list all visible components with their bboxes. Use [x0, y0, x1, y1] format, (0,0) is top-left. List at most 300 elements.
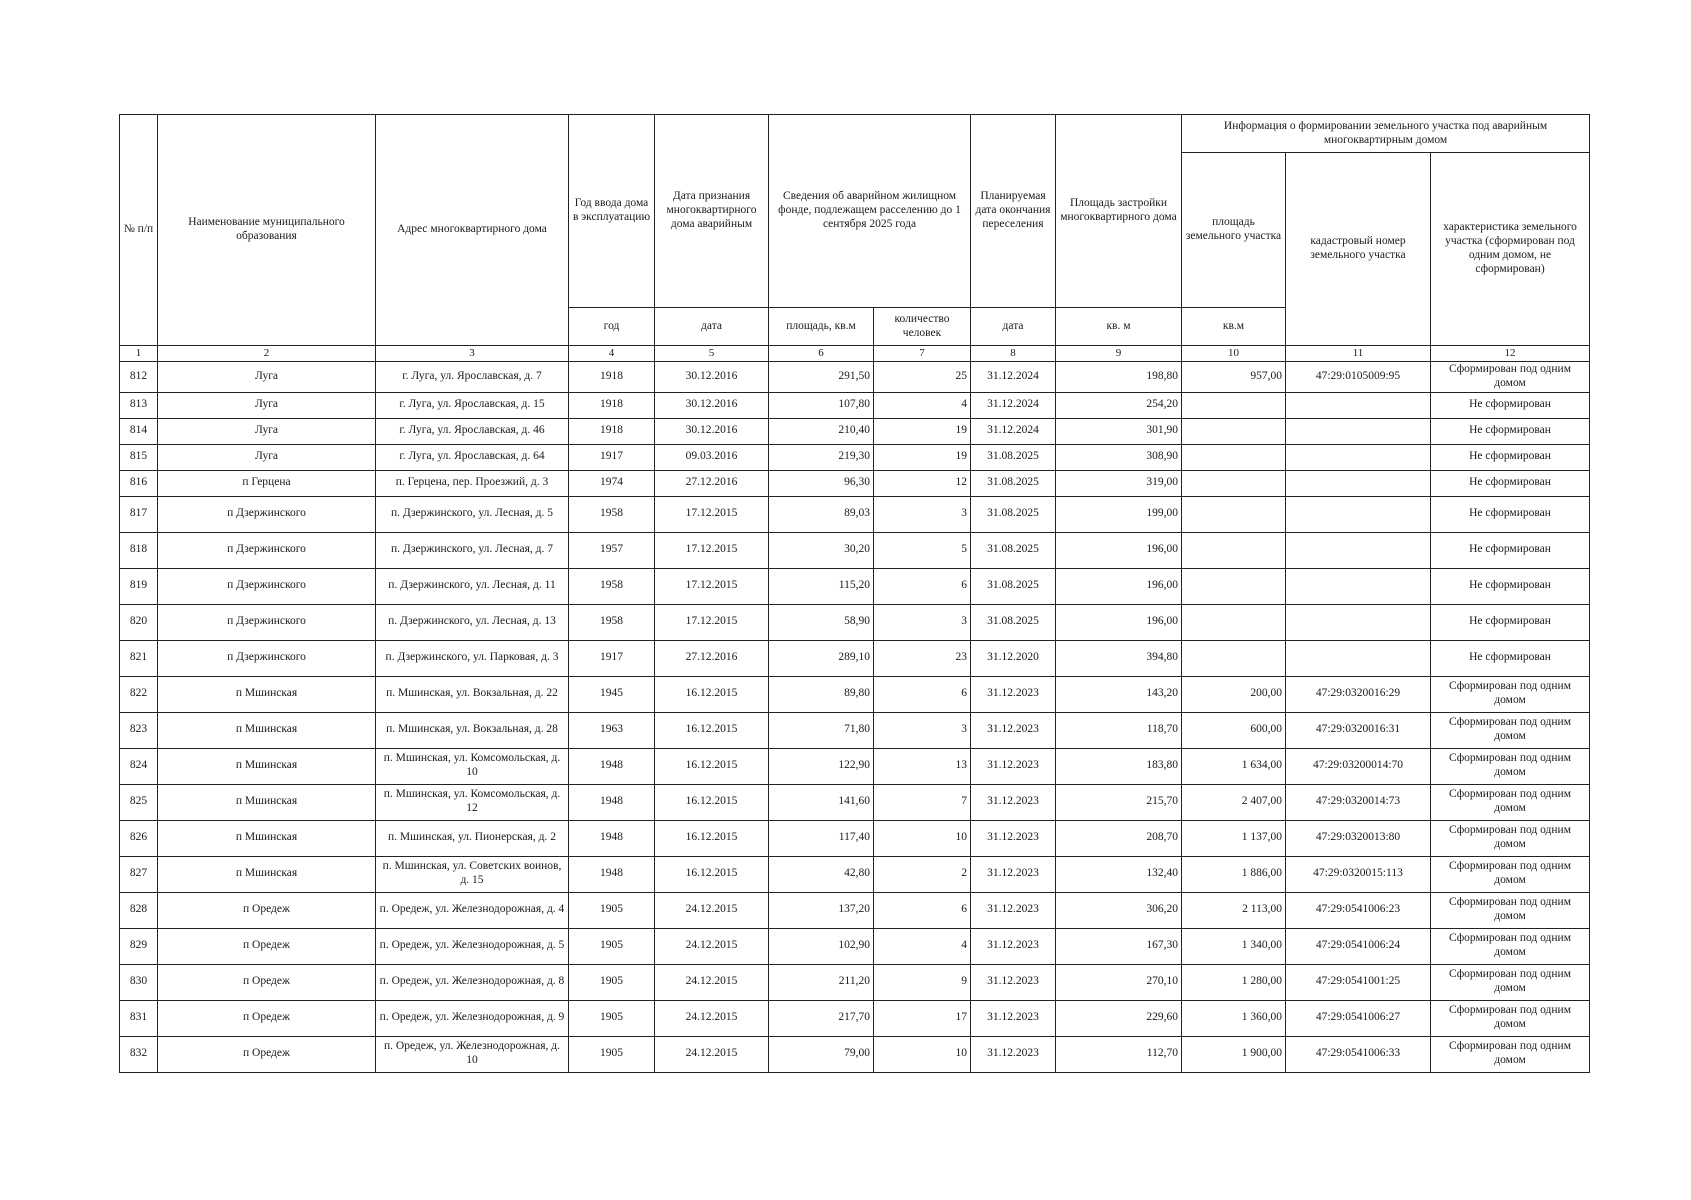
- address-cell: п. Мшинская, ул. Советских воинов, д. 15: [376, 856, 569, 892]
- municipality-cell: Луга: [158, 444, 376, 470]
- address-cell: п. Дзержинского, ул. Лесная, д. 7: [376, 532, 569, 568]
- municipality-cell: п Мшинская: [158, 856, 376, 892]
- cadastral-cell: [1286, 392, 1431, 418]
- municipality-cell: п Дзержинского: [158, 532, 376, 568]
- cadastral-cell: [1286, 496, 1431, 532]
- date-recognized-cell: 24.12.2015: [655, 1036, 769, 1072]
- unit-year: год: [569, 308, 655, 346]
- land-area-cell: 1 886,00: [1182, 856, 1286, 892]
- unit-kvm: кв. м: [1056, 308, 1182, 346]
- address-cell: п. Оредеж, ул. Железнодорожная, д. 10: [376, 1036, 569, 1072]
- year-cell: 1948: [569, 820, 655, 856]
- building-area-cell: 208,70: [1056, 820, 1182, 856]
- people-cell: 9: [874, 964, 971, 1000]
- area-cell: 291,50: [769, 362, 874, 393]
- address-cell: г. Луга, ул. Ярославская, д. 7: [376, 362, 569, 393]
- column-number-row: [120, 346, 1590, 362]
- building-area-cell: 199,00: [1056, 496, 1182, 532]
- building-area-cell: 254,20: [1056, 392, 1182, 418]
- people-cell: 25: [874, 362, 971, 393]
- row-number: 827: [120, 856, 158, 892]
- people-cell: 2: [874, 856, 971, 892]
- date-recognized-cell: 16.12.2015: [655, 820, 769, 856]
- municipality-cell: Луга: [158, 392, 376, 418]
- area-cell: 122,90: [769, 748, 874, 784]
- address-cell: п. Оредеж, ул. Железнодорожная, д. 5: [376, 928, 569, 964]
- area-cell: 141,60: [769, 784, 874, 820]
- table-row: [120, 820, 1590, 856]
- building-area-cell: 215,70: [1056, 784, 1182, 820]
- cadastral-cell: 47:29:0105009:95: [1286, 362, 1431, 393]
- area-cell: 102,90: [769, 928, 874, 964]
- building-area-cell: 308,90: [1056, 444, 1182, 470]
- column-number: 4: [569, 346, 655, 362]
- header-land-area: площадь земельного участка: [1182, 153, 1286, 308]
- building-area-cell: 183,80: [1056, 748, 1182, 784]
- address-cell: п. Мшинская, ул. Пионерская, д. 2: [376, 820, 569, 856]
- table-row: [120, 1000, 1590, 1036]
- municipality-cell: Луга: [158, 418, 376, 444]
- cadastral-cell: 47:29:0320015:113: [1286, 856, 1431, 892]
- emergency-housing-table: [119, 114, 1590, 1073]
- area-cell: 71,80: [769, 712, 874, 748]
- year-cell: 1917: [569, 640, 655, 676]
- land-status-cell: Сформирован под одним домом: [1431, 892, 1590, 928]
- land-area-cell: 1 634,00: [1182, 748, 1286, 784]
- land-status-cell: Не сформирован: [1431, 568, 1590, 604]
- building-area-cell: 394,80: [1056, 640, 1182, 676]
- planned-date-cell: 31.12.2023: [971, 820, 1056, 856]
- row-number: 822: [120, 676, 158, 712]
- people-cell: 10: [874, 1036, 971, 1072]
- planned-date-cell: 31.08.2025: [971, 444, 1056, 470]
- header-municipality: Наименование муниципального образования: [158, 115, 376, 346]
- column-number: 5: [655, 346, 769, 362]
- planned-date-cell: 31.08.2025: [971, 532, 1056, 568]
- area-cell: 96,30: [769, 470, 874, 496]
- cadastral-cell: 47:29:03200014:70: [1286, 748, 1431, 784]
- date-recognized-cell: 24.12.2015: [655, 964, 769, 1000]
- table-row: [120, 676, 1590, 712]
- land-area-cell: 1 900,00: [1182, 1036, 1286, 1072]
- year-cell: 1948: [569, 784, 655, 820]
- table-row: [120, 784, 1590, 820]
- municipality-cell: п Мшинская: [158, 712, 376, 748]
- planned-date-cell: 31.12.2024: [971, 362, 1056, 393]
- land-area-cell: 600,00: [1182, 712, 1286, 748]
- cadastral-cell: [1286, 604, 1431, 640]
- land-area-cell: [1182, 640, 1286, 676]
- land-area-cell: [1182, 568, 1286, 604]
- area-cell: 219,30: [769, 444, 874, 470]
- land-status-cell: Сформирован под одним домом: [1431, 964, 1590, 1000]
- year-cell: 1958: [569, 568, 655, 604]
- land-status-cell: Не сформирован: [1431, 418, 1590, 444]
- cadastral-cell: [1286, 444, 1431, 470]
- header-land-info: Информация о формировании земельного участка под аварийным многоквартирным домом: [1182, 115, 1590, 153]
- people-cell: 10: [874, 820, 971, 856]
- area-cell: 107,80: [769, 392, 874, 418]
- address-cell: г. Луга, ул. Ярославская, д. 46: [376, 418, 569, 444]
- unit-area: площадь, кв.м: [769, 308, 874, 346]
- cadastral-cell: [1286, 568, 1431, 604]
- planned-date-cell: 31.12.2023: [971, 892, 1056, 928]
- table-row: [120, 496, 1590, 532]
- area-cell: 289,10: [769, 640, 874, 676]
- area-cell: 42,80: [769, 856, 874, 892]
- row-number: 826: [120, 820, 158, 856]
- address-cell: г. Луга, ул. Ярославская, д. 15: [376, 392, 569, 418]
- land-status-cell: Сформирован под одним домом: [1431, 1036, 1590, 1072]
- date-recognized-cell: 17.12.2015: [655, 532, 769, 568]
- people-cell: 6: [874, 892, 971, 928]
- building-area-cell: 167,30: [1056, 928, 1182, 964]
- address-cell: п. Дзержинского, ул. Парковая, д. 3: [376, 640, 569, 676]
- land-area-cell: 2 113,00: [1182, 892, 1286, 928]
- people-cell: 7: [874, 784, 971, 820]
- people-cell: 17: [874, 1000, 971, 1036]
- people-cell: 5: [874, 532, 971, 568]
- address-cell: п. Мшинская, ул. Вокзальная, д. 28: [376, 712, 569, 748]
- planned-date-cell: 31.12.2023: [971, 748, 1056, 784]
- municipality-cell: п Оредеж: [158, 892, 376, 928]
- land-area-cell: 1 280,00: [1182, 964, 1286, 1000]
- table-row: [120, 748, 1590, 784]
- address-cell: п. Дзержинского, ул. Лесная, д. 11: [376, 568, 569, 604]
- date-recognized-cell: 27.12.2016: [655, 470, 769, 496]
- row-number: 820: [120, 604, 158, 640]
- municipality-cell: Луга: [158, 362, 376, 393]
- building-area-cell: 319,00: [1056, 470, 1182, 496]
- table-body: [120, 362, 1590, 1073]
- row-number: 817: [120, 496, 158, 532]
- area-cell: 137,20: [769, 892, 874, 928]
- date-recognized-cell: 17.12.2015: [655, 568, 769, 604]
- year-cell: 1918: [569, 418, 655, 444]
- planned-date-cell: 31.08.2025: [971, 470, 1056, 496]
- year-cell: 1918: [569, 392, 655, 418]
- municipality-cell: п Мшинская: [158, 676, 376, 712]
- row-number: 813: [120, 392, 158, 418]
- land-status-cell: Сформирован под одним домом: [1431, 748, 1590, 784]
- table-row: [120, 532, 1590, 568]
- year-cell: 1918: [569, 362, 655, 393]
- land-area-cell: 1 340,00: [1182, 928, 1286, 964]
- table-row: [120, 712, 1590, 748]
- municipality-cell: п Дзержинского: [158, 496, 376, 532]
- header-building-area: Площадь застройки многоквартирного дома: [1056, 115, 1182, 308]
- building-area-cell: 132,40: [1056, 856, 1182, 892]
- people-cell: 3: [874, 604, 971, 640]
- building-area-cell: 270,10: [1056, 964, 1182, 1000]
- row-number: 819: [120, 568, 158, 604]
- land-status-cell: Сформирован под одним домом: [1431, 676, 1590, 712]
- date-recognized-cell: 30.12.2016: [655, 392, 769, 418]
- date-recognized-cell: 24.12.2015: [655, 892, 769, 928]
- land-area-cell: [1182, 392, 1286, 418]
- year-cell: 1958: [569, 604, 655, 640]
- unit-kvm2: кв.м: [1182, 308, 1286, 346]
- area-cell: 210,40: [769, 418, 874, 444]
- cadastral-cell: 47:29:0541006:27: [1286, 1000, 1431, 1036]
- building-area-cell: 196,00: [1056, 604, 1182, 640]
- planned-date-cell: 31.12.2023: [971, 712, 1056, 748]
- people-cell: 19: [874, 418, 971, 444]
- land-status-cell: Не сформирован: [1431, 604, 1590, 640]
- header-planned-date: Планируемая дата окончания переселения: [971, 115, 1056, 308]
- planned-date-cell: 31.12.2024: [971, 418, 1056, 444]
- land-status-cell: Не сформирован: [1431, 392, 1590, 418]
- table-row: [120, 892, 1590, 928]
- cadastral-cell: [1286, 418, 1431, 444]
- area-cell: 117,40: [769, 820, 874, 856]
- year-cell: 1945: [569, 676, 655, 712]
- building-area-cell: 196,00: [1056, 568, 1182, 604]
- table-row: [120, 640, 1590, 676]
- land-area-cell: [1182, 604, 1286, 640]
- header-address: Адрес многоквартирного дома: [376, 115, 569, 346]
- land-area-cell: 1 137,00: [1182, 820, 1286, 856]
- column-number: 10: [1182, 346, 1286, 362]
- people-cell: 23: [874, 640, 971, 676]
- people-cell: 12: [874, 470, 971, 496]
- land-status-cell: Сформирован под одним домом: [1431, 928, 1590, 964]
- unit-date: дата: [655, 308, 769, 346]
- unit-date2: дата: [971, 308, 1056, 346]
- row-number: 832: [120, 1036, 158, 1072]
- table-row: [120, 470, 1590, 496]
- planned-date-cell: 31.12.2023: [971, 676, 1056, 712]
- table-row: [120, 568, 1590, 604]
- year-cell: 1905: [569, 1036, 655, 1072]
- table-row: [120, 1036, 1590, 1072]
- row-number: 824: [120, 748, 158, 784]
- building-area-cell: 196,00: [1056, 532, 1182, 568]
- address-cell: п. Мшинская, ул. Вокзальная, д. 22: [376, 676, 569, 712]
- column-number: 6: [769, 346, 874, 362]
- year-cell: 1905: [569, 928, 655, 964]
- people-cell: 3: [874, 496, 971, 532]
- building-area-cell: 198,80: [1056, 362, 1182, 393]
- address-cell: п. Герцена, пер. Проезжий, д. 3: [376, 470, 569, 496]
- row-number: 830: [120, 964, 158, 1000]
- people-cell: 4: [874, 392, 971, 418]
- land-status-cell: Не сформирован: [1431, 640, 1590, 676]
- date-recognized-cell: 30.12.2016: [655, 362, 769, 393]
- row-number: 825: [120, 784, 158, 820]
- cadastral-cell: [1286, 532, 1431, 568]
- municipality-cell: п Дзержинского: [158, 568, 376, 604]
- municipality-cell: п Герцена: [158, 470, 376, 496]
- planned-date-cell: 31.12.2023: [971, 784, 1056, 820]
- row-number: 816: [120, 470, 158, 496]
- municipality-cell: п Мшинская: [158, 820, 376, 856]
- planned-date-cell: 31.12.2023: [971, 928, 1056, 964]
- date-recognized-cell: 24.12.2015: [655, 1000, 769, 1036]
- building-area-cell: 118,70: [1056, 712, 1182, 748]
- table-row: [120, 964, 1590, 1000]
- date-recognized-cell: 17.12.2015: [655, 496, 769, 532]
- cadastral-cell: [1286, 640, 1431, 676]
- table-row: [120, 856, 1590, 892]
- row-number: 821: [120, 640, 158, 676]
- date-recognized-cell: 30.12.2016: [655, 418, 769, 444]
- table-row: [120, 928, 1590, 964]
- cadastral-cell: 47:29:0541006:33: [1286, 1036, 1431, 1072]
- people-cell: 19: [874, 444, 971, 470]
- header-num: № п/п: [120, 115, 158, 346]
- building-area-cell: 306,20: [1056, 892, 1182, 928]
- date-recognized-cell: 16.12.2015: [655, 748, 769, 784]
- address-cell: п. Мшинская, ул. Комсомольская, д. 12: [376, 784, 569, 820]
- header-year-built: Год ввода дома в эксплуатацию: [569, 115, 655, 308]
- area-cell: 89,03: [769, 496, 874, 532]
- area-cell: 211,20: [769, 964, 874, 1000]
- land-status-cell: Сформирован под одним домом: [1431, 712, 1590, 748]
- header-cadastral: кадастровый номер земельного участка: [1286, 153, 1431, 346]
- date-recognized-cell: 16.12.2015: [655, 712, 769, 748]
- row-number: 814: [120, 418, 158, 444]
- area-cell: 30,20: [769, 532, 874, 568]
- year-cell: 1958: [569, 496, 655, 532]
- land-status-cell: Не сформирован: [1431, 444, 1590, 470]
- column-number: 3: [376, 346, 569, 362]
- land-area-cell: 200,00: [1182, 676, 1286, 712]
- table-row: [120, 444, 1590, 470]
- land-area-cell: [1182, 444, 1286, 470]
- year-cell: 1905: [569, 1000, 655, 1036]
- date-recognized-cell: 16.12.2015: [655, 784, 769, 820]
- cadastral-cell: 47:29:0320016:31: [1286, 712, 1431, 748]
- people-cell: 6: [874, 568, 971, 604]
- area-cell: 79,00: [769, 1036, 874, 1072]
- column-number: 9: [1056, 346, 1182, 362]
- year-cell: 1963: [569, 712, 655, 748]
- column-number: 11: [1286, 346, 1431, 362]
- planned-date-cell: 31.12.2023: [971, 1036, 1056, 1072]
- cadastral-cell: 47:29:0541006:24: [1286, 928, 1431, 964]
- address-cell: п. Оредеж, ул. Железнодорожная, д. 9: [376, 1000, 569, 1036]
- land-status-cell: Не сформирован: [1431, 470, 1590, 496]
- land-area-cell: 957,00: [1182, 362, 1286, 393]
- table-row: [120, 392, 1590, 418]
- table-row: [120, 418, 1590, 444]
- municipality-cell: п Оредеж: [158, 964, 376, 1000]
- people-cell: 6: [874, 676, 971, 712]
- municipality-cell: п Дзержинского: [158, 604, 376, 640]
- planned-date-cell: 31.08.2025: [971, 568, 1056, 604]
- area-cell: 89,80: [769, 676, 874, 712]
- land-status-cell: Сформирован под одним домом: [1431, 362, 1590, 393]
- date-recognized-cell: 09.03.2016: [655, 444, 769, 470]
- column-number: 8: [971, 346, 1056, 362]
- building-area-cell: 229,60: [1056, 1000, 1182, 1036]
- building-area-cell: 143,20: [1056, 676, 1182, 712]
- land-area-cell: [1182, 532, 1286, 568]
- municipality-cell: п Оредеж: [158, 1000, 376, 1036]
- header-date-recognized: Дата признания многоквартирного дома аварийным: [655, 115, 769, 308]
- year-cell: 1974: [569, 470, 655, 496]
- year-cell: 1948: [569, 856, 655, 892]
- area-cell: 58,90: [769, 604, 874, 640]
- cadastral-cell: 47:29:0541006:23: [1286, 892, 1431, 928]
- date-recognized-cell: 16.12.2015: [655, 856, 769, 892]
- year-cell: 1905: [569, 964, 655, 1000]
- land-status-cell: Не сформирован: [1431, 532, 1590, 568]
- planned-date-cell: 31.12.2023: [971, 1000, 1056, 1036]
- table-row: [120, 362, 1590, 393]
- year-cell: 1957: [569, 532, 655, 568]
- building-area-cell: 112,70: [1056, 1036, 1182, 1072]
- area-cell: 115,20: [769, 568, 874, 604]
- cadastral-cell: 47:29:0541001:25: [1286, 964, 1431, 1000]
- date-recognized-cell: 24.12.2015: [655, 928, 769, 964]
- cadastral-cell: [1286, 470, 1431, 496]
- land-status-cell: Не сформирован: [1431, 496, 1590, 532]
- land-area-cell: [1182, 418, 1286, 444]
- column-number: 2: [158, 346, 376, 362]
- cadastral-cell: 47:29:0320013:80: [1286, 820, 1431, 856]
- column-number: 7: [874, 346, 971, 362]
- row-number: 831: [120, 1000, 158, 1036]
- building-area-cell: 301,90: [1056, 418, 1182, 444]
- land-area-cell: 1 360,00: [1182, 1000, 1286, 1036]
- planned-date-cell: 31.12.2020: [971, 640, 1056, 676]
- address-cell: п. Дзержинского, ул. Лесная, д. 13: [376, 604, 569, 640]
- land-area-cell: [1182, 496, 1286, 532]
- row-number: 815: [120, 444, 158, 470]
- address-cell: п. Дзержинского, ул. Лесная, д. 5: [376, 496, 569, 532]
- address-cell: г. Луга, ул. Ярославская, д. 64: [376, 444, 569, 470]
- people-cell: 13: [874, 748, 971, 784]
- people-cell: 3: [874, 712, 971, 748]
- area-cell: 217,70: [769, 1000, 874, 1036]
- people-cell: 4: [874, 928, 971, 964]
- land-area-cell: [1182, 470, 1286, 496]
- year-cell: 1948: [569, 748, 655, 784]
- land-status-cell: Сформирован под одним домом: [1431, 1000, 1590, 1036]
- municipality-cell: п Мшинская: [158, 748, 376, 784]
- row-number: 818: [120, 532, 158, 568]
- land-area-cell: 2 407,00: [1182, 784, 1286, 820]
- planned-date-cell: 31.12.2024: [971, 392, 1056, 418]
- cadastral-cell: 47:29:0320016:29: [1286, 676, 1431, 712]
- planned-date-cell: 31.12.2023: [971, 856, 1056, 892]
- header-emergency-info: Сведения об аварийном жилищном фонде, подлежащем расселению до 1 сентября 2025 года: [769, 115, 971, 308]
- date-recognized-cell: 17.12.2015: [655, 604, 769, 640]
- column-number: 1: [120, 346, 158, 362]
- land-status-cell: Сформирован под одним домом: [1431, 820, 1590, 856]
- municipality-cell: п Оредеж: [158, 928, 376, 964]
- row-number: 812: [120, 362, 158, 393]
- planned-date-cell: 31.12.2023: [971, 964, 1056, 1000]
- year-cell: 1917: [569, 444, 655, 470]
- row-number: 823: [120, 712, 158, 748]
- cadastral-cell: 47:29:0320014:73: [1286, 784, 1431, 820]
- planned-date-cell: 31.08.2025: [971, 496, 1056, 532]
- row-number: 829: [120, 928, 158, 964]
- address-cell: п. Оредеж, ул. Железнодорожная, д. 8: [376, 964, 569, 1000]
- date-recognized-cell: 27.12.2016: [655, 640, 769, 676]
- municipality-cell: п Оредеж: [158, 1036, 376, 1072]
- municipality-cell: п Мшинская: [158, 784, 376, 820]
- row-number: 828: [120, 892, 158, 928]
- planned-date-cell: 31.08.2025: [971, 604, 1056, 640]
- unit-people: количество человек: [874, 308, 971, 346]
- land-status-cell: Сформирован под одним домом: [1431, 784, 1590, 820]
- header-land-status: характеристика земельного участка (сформирован под одним домом, не сформирован): [1431, 153, 1590, 346]
- year-cell: 1905: [569, 892, 655, 928]
